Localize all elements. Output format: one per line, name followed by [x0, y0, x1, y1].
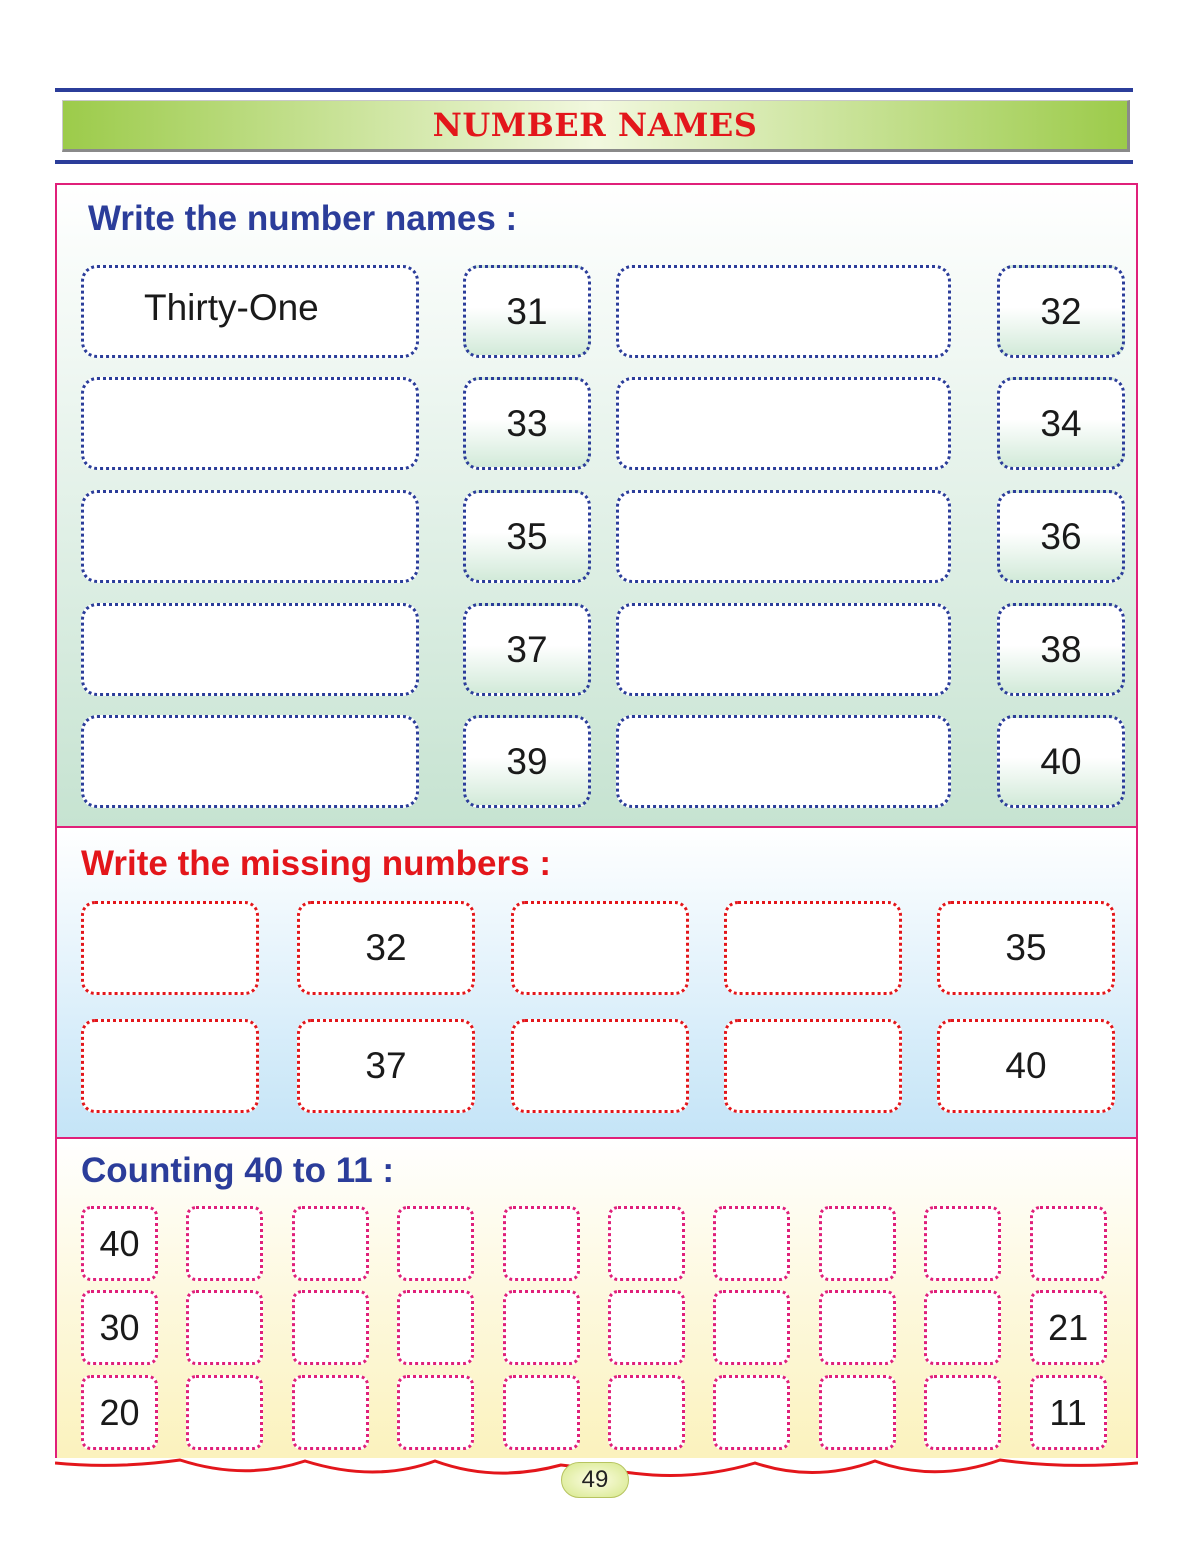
counting-box[interactable]	[1030, 1206, 1107, 1281]
counting-box[interactable]	[924, 1375, 1001, 1450]
missing-number-box[interactable]	[724, 1019, 902, 1113]
counting-box[interactable]	[186, 1375, 263, 1450]
missing-number-box[interactable]	[81, 901, 259, 995]
name-answer-box[interactable]	[616, 715, 951, 808]
number-box: 32	[997, 265, 1125, 358]
counting-box[interactable]	[713, 1375, 790, 1450]
counting-box: 30	[81, 1290, 158, 1365]
counting-box[interactable]	[713, 1290, 790, 1365]
number-box: 33	[463, 377, 591, 470]
counting-heading: Counting 40 to 11 :	[81, 1151, 395, 1190]
counting-box[interactable]	[186, 1206, 263, 1281]
name-answer-box[interactable]	[616, 603, 951, 696]
name-answer-box[interactable]	[81, 603, 419, 696]
counting-box[interactable]	[397, 1375, 474, 1450]
counting-box[interactable]	[819, 1206, 896, 1281]
number-box: 38	[997, 603, 1125, 696]
section-missing-numbers	[57, 826, 1136, 1137]
name-answer-box[interactable]	[616, 490, 951, 583]
page-number: 49	[561, 1462, 629, 1498]
counting-box[interactable]	[397, 1290, 474, 1365]
name-answer-box[interactable]	[81, 715, 419, 808]
section-number-names	[57, 185, 1136, 826]
counting-box[interactable]	[503, 1375, 580, 1450]
name-answer-box[interactable]	[81, 377, 419, 470]
counting-box[interactable]	[503, 1290, 580, 1365]
number-box: 37	[463, 603, 591, 696]
missing-numbers-heading: Write the missing numbers :	[81, 844, 551, 883]
number-box: 39	[463, 715, 591, 808]
number-box: 34	[997, 377, 1125, 470]
counting-box[interactable]	[713, 1206, 790, 1281]
number-box: 36	[997, 490, 1125, 583]
counting-box[interactable]	[186, 1290, 263, 1365]
missing-number-box: 37	[297, 1019, 475, 1113]
counting-box[interactable]	[292, 1290, 369, 1365]
number-box: 35	[463, 490, 591, 583]
counting-box[interactable]	[608, 1206, 685, 1281]
counting-box[interactable]	[292, 1206, 369, 1281]
number-box: 31	[463, 265, 591, 358]
missing-number-box: 32	[297, 901, 475, 995]
missing-number-box[interactable]	[511, 901, 689, 995]
counting-box: 20	[81, 1375, 158, 1450]
counting-box[interactable]	[397, 1206, 474, 1281]
section-counting	[57, 1137, 1136, 1458]
counting-box[interactable]	[924, 1206, 1001, 1281]
top-rule-upper	[55, 88, 1133, 92]
name-answer-box[interactable]: Thirty-One	[81, 265, 419, 358]
name-answer-box[interactable]	[616, 377, 951, 470]
missing-number-box[interactable]	[81, 1019, 259, 1113]
counting-box[interactable]	[924, 1290, 1001, 1365]
missing-number-box: 35	[937, 901, 1115, 995]
name-answer-box[interactable]	[616, 265, 951, 358]
missing-number-box[interactable]	[724, 901, 902, 995]
counting-box[interactable]	[608, 1375, 685, 1450]
counting-box: 21	[1030, 1290, 1107, 1365]
title-banner	[62, 100, 1130, 152]
counting-box: 40	[81, 1206, 158, 1281]
counting-box: 11	[1030, 1375, 1107, 1450]
worksheet-frame	[55, 183, 1138, 1458]
counting-box[interactable]	[292, 1375, 369, 1450]
name-answer-box[interactable]	[81, 490, 419, 583]
number-box: 40	[997, 715, 1125, 808]
missing-number-box[interactable]	[511, 1019, 689, 1113]
top-rule-lower	[55, 160, 1133, 164]
missing-number-box: 40	[937, 1019, 1115, 1113]
page-title: NUMBER NAMES	[432, 106, 758, 144]
counting-box[interactable]	[819, 1290, 896, 1365]
counting-box[interactable]	[503, 1206, 580, 1281]
counting-box[interactable]	[608, 1290, 685, 1365]
counting-box[interactable]	[819, 1375, 896, 1450]
number-names-heading: Write the number names :	[88, 199, 518, 238]
